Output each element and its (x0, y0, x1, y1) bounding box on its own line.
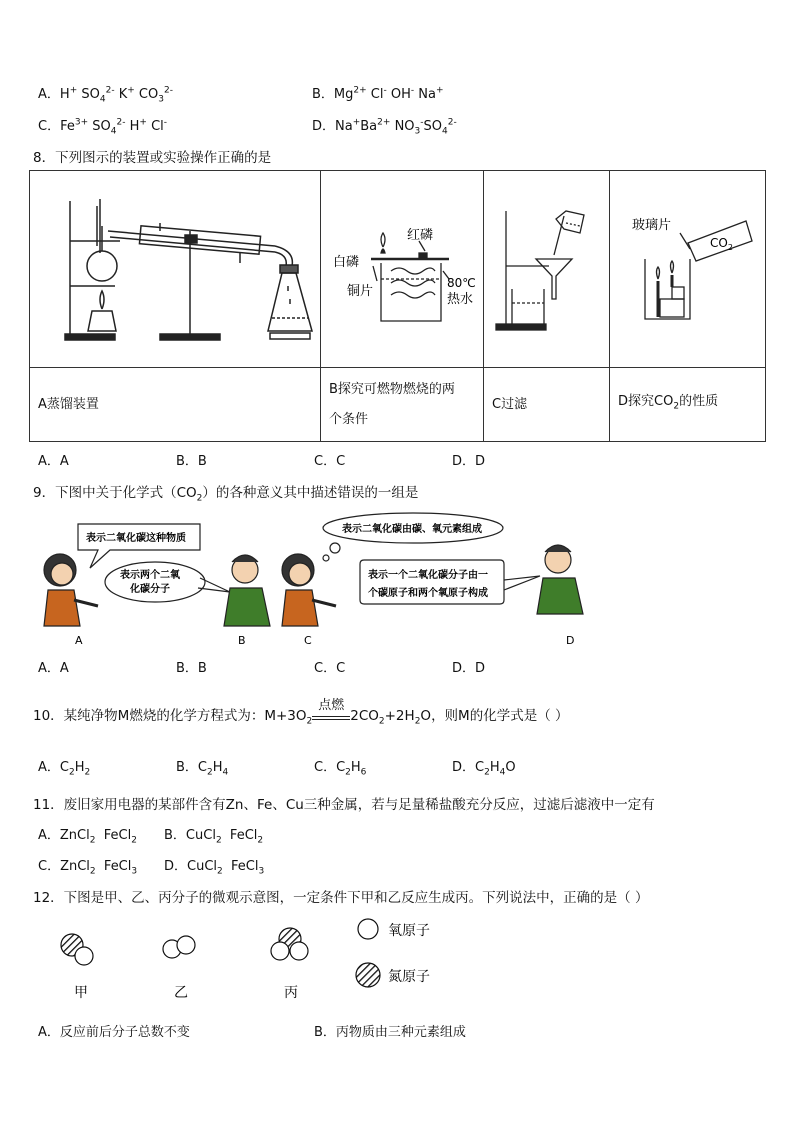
q12-stem: 12．下图是甲、乙、丙分子的微观示意图，一定条件下甲和乙反应生成丙。下列说法中，正确的是（ ） (33, 890, 649, 906)
q8-option-d: D．D (452, 454, 486, 469)
q9-stem: 9．下图中关于化学式$(CO_2)$的各种意义其中描述错误的一组是 (33, 485, 419, 504)
bubble-b-text-2: 化碳分子 (130, 584, 170, 595)
q12-molecule-figure (50, 915, 470, 1005)
q9-option-b: B．B (176, 661, 207, 676)
q7-option-c: C．$Fe^{3+}$ $SO_4^{2-}$ H+ Cl- (38, 117, 168, 137)
label-glass-plate: 玻璃片 (632, 218, 672, 233)
label-copper-sheet: 铜片 (347, 284, 374, 299)
q9-option-a: A．A (38, 661, 69, 676)
q9-cartoon-figure (30, 508, 600, 648)
q10-option-a: A．$C_2H_2$ (38, 760, 91, 778)
q10-stem: 10．某纯净物M燃烧的化学方程式为：$M+3O_2$ 点燃 $2CO_2+2H_2O$，则M的化学式是（ ） (33, 704, 569, 727)
molecule-name-yi: 乙 (174, 985, 188, 1001)
q10-option-c: C．$C_2H_6$ (314, 760, 367, 778)
q8-option-a: A．A (38, 454, 69, 469)
q8-cell-a-figure (30, 171, 321, 368)
label-co2: $CO_2$ (710, 236, 733, 252)
q8-apparatus-table (29, 170, 766, 442)
bubble-a-text: 表示二氧化碳这种物质 (86, 533, 186, 544)
bubble-d-text-2: 个碳原子和两个氧原子构成 (368, 588, 488, 599)
bubble-d-text-1: 表示一个二氧化碳分子由一 (368, 570, 488, 581)
q11-option-a: A．ZnCl$_2$ FeCl$_2$ (38, 828, 137, 846)
q8-option-b: B．B (176, 454, 207, 469)
label-temperature: 80℃ (447, 276, 476, 290)
q10-option-d: D．$C_2H_4O$ (452, 760, 516, 778)
q8-caption-b: B探究可燃物燃烧的两 个条件 (321, 368, 484, 442)
label-white-phosphorus: 白磷 (333, 255, 360, 270)
q7-option-a: A．H+ $SO_4^{2-}$ K+ $CO_3^{2-}$ (38, 85, 173, 105)
q8-caption-d: D探究$CO_2$的性质 (610, 368, 766, 442)
legend-oxygen-label: 氧原子 (388, 923, 430, 939)
q8-caption-a: A蒸馏装置 (30, 368, 321, 442)
figure-letter-c: C (304, 634, 312, 647)
molecule-bing-o-atom-2 (290, 942, 308, 960)
molecule-name-bing: 丙 (284, 985, 298, 1001)
label-red-phosphorus: 红磷 (407, 228, 434, 243)
co2-properties-figure (610, 171, 765, 367)
q8-cell-b-figure (321, 171, 484, 368)
distillation-apparatus-figure (30, 171, 320, 367)
legend-oxygen-icon (358, 919, 378, 939)
q10-option-b: B．$C_2H_4$ (176, 760, 229, 778)
bubble-b-text-1: 表示两个二氧 (120, 570, 180, 581)
bubble-c-text: 表示二氧化碳由碳、氧元素组成 (342, 524, 482, 535)
q9-option-d: D．D (452, 661, 486, 676)
molecule-yi-o-atom-2 (177, 936, 195, 954)
q11-stem: 11．废旧家用电器的某部件含有Zn、Fe、Cu三种金属，若与足量稀盐酸充分反应，过滤后滤液中一定有 (33, 797, 655, 813)
figure-letter-b: B (238, 634, 246, 647)
q11-option-d: D．CuCl$_2$ FeCl$_3$ (164, 859, 265, 877)
q7-option-d: D．$Na^+Ba^{2+}$ $NO_3^-SO_4^{2-}$ (312, 117, 457, 137)
label-hot-water: 热水 (447, 292, 474, 307)
legend-nitrogen-label: 氮原子 (388, 969, 430, 985)
q11-option-c: C．ZnCl$_2$ FeCl$_3$ (38, 859, 138, 877)
q12-option-a: A．反应前后分子总数不变 (38, 1025, 190, 1040)
molecule-bing-o-atom-1 (271, 942, 289, 960)
combustion-experiment-figure (321, 171, 483, 367)
q9-option-c: C．C (314, 661, 346, 676)
molecule-jia-o-atom (75, 947, 93, 965)
q12-option-b: B．丙物质由三种元素组成 (314, 1025, 466, 1040)
q8-caption-c: C过滤 (484, 368, 610, 442)
figure-letter-d: D (566, 634, 575, 647)
molecule-name-jia: 甲 (74, 985, 88, 1001)
q8-option-c: C．C (314, 454, 346, 469)
figure-letter-a: A (75, 634, 83, 647)
q8-stem: 8．下列图示的装置或实验操作正确的是 (33, 150, 272, 166)
q8-cell-d-figure (610, 171, 766, 368)
reaction-condition: 点燃 (318, 698, 345, 713)
legend-nitrogen-icon (356, 963, 380, 987)
q8-cell-c-figure (484, 171, 610, 368)
q7-option-b: B．$Mg^{2+}$ Cl- OH- Na+ (312, 85, 444, 102)
reaction-arrow (312, 698, 350, 720)
q11-option-b: B．CuCl$_2$ FeCl$_2$ (164, 828, 264, 846)
filtration-apparatus-figure (484, 171, 609, 367)
